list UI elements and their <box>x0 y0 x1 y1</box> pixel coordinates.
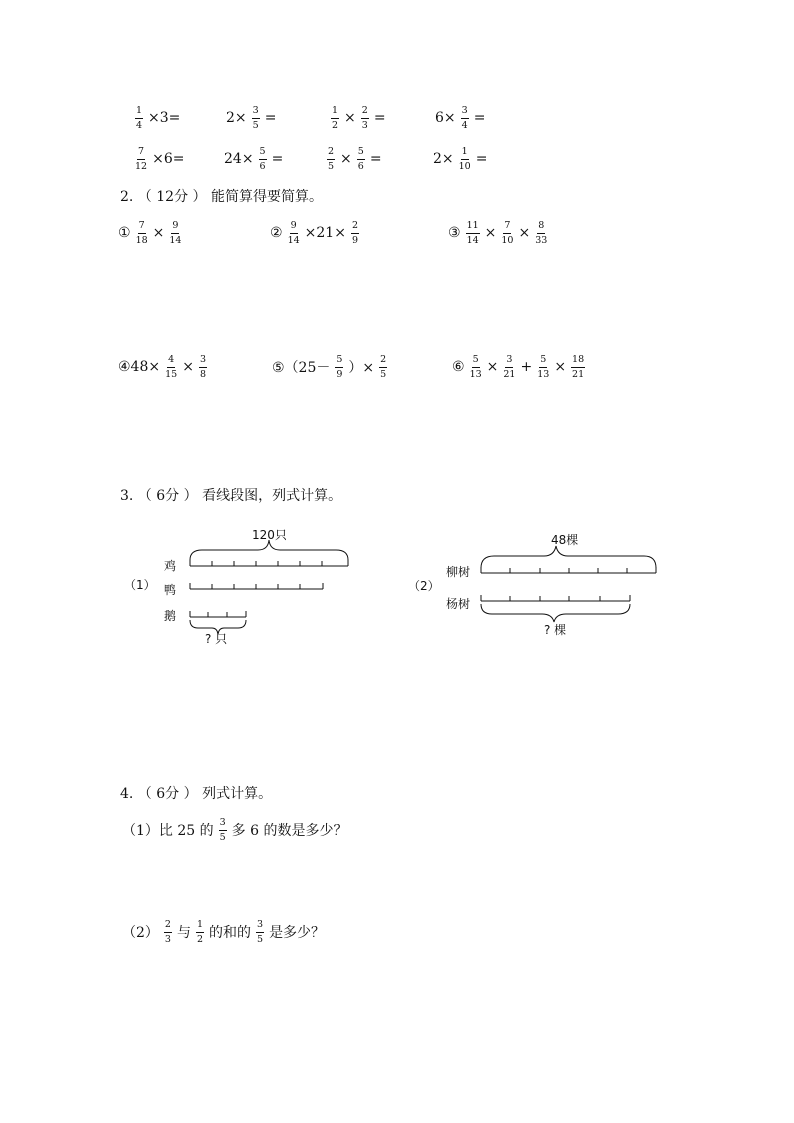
fraction: $\frac{7}{18}$ <box>135 220 148 246</box>
oral-expr-2: 2× $\frac{3}{5}$ = <box>226 105 277 131</box>
problem-2: ② $\frac{9}{14}$ ×21× $\frac{2}{9}$ <box>270 220 358 246</box>
oral-expr-4: 6× $\frac{3}{4}$ = <box>435 105 486 131</box>
fraction: $\frac{5}{9}$ <box>336 354 343 380</box>
fraction: $\frac{1}{10}$ <box>458 146 471 172</box>
fraction: $\frac{5}{6}$ <box>357 146 364 172</box>
brace-120 <box>190 540 348 560</box>
fraction: $\frac{9}{14}$ <box>287 220 300 246</box>
fraction: $\frac{1}{4}$ <box>136 105 143 131</box>
fraction: $\frac{3}{5}$ <box>252 105 259 131</box>
fraction: $\frac{1}{2}$ <box>196 919 204 945</box>
problem-1: ① $\frac{7}{18}$ × $\frac{9}{14}$ <box>118 220 182 246</box>
problem-4: ④48× $\frac{4}{15}$ × $\frac{3}{8}$ <box>118 354 206 380</box>
fraction: $\frac{1}{2}$ <box>332 105 339 131</box>
fraction: $\frac{2}{3}$ <box>164 919 171 945</box>
label-chicken: 鸡 <box>164 559 177 573</box>
label-willow: 柳树 <box>446 565 471 579</box>
question-2 <box>122 917 325 947</box>
section-4-title: 4. （ 6分 ） 列式计算。 <box>120 786 273 802</box>
brace-poplar <box>481 604 630 622</box>
diagram-2 <box>408 532 656 637</box>
label-duck: 鸭 <box>164 583 177 597</box>
fraction: $\frac{3}{8}$ <box>199 354 206 380</box>
chicken-segment <box>190 560 348 566</box>
section-3-title: 3. （ 6分 ） 看线段图，列式计算。 <box>120 488 343 504</box>
fraction: $\frac{7}{10}$ <box>501 220 514 246</box>
fraction: $\frac{3}{4}$ <box>461 105 468 131</box>
diagram-1-label: （1） <box>124 578 156 592</box>
question-2-expr: （2） $\frac{2}{3}$ 与 $\frac{1}{2}$ 的和的 $\frac{3}{5}$ 是多少？ <box>122 919 326 945</box>
brace-48-label: 48棵 <box>551 533 579 547</box>
oral-expr-3: $\frac{1}{2}$ × $\frac{2}{3}$ = <box>332 105 386 131</box>
fraction: $\frac{3}{21}$ <box>503 354 516 380</box>
oral-expr-6: 24× $\frac{5}{6}$ = <box>224 146 284 172</box>
line-diagrams <box>110 520 680 660</box>
fraction: $\frac{5}{13}$ <box>537 354 550 380</box>
brace-goose-label: ? 只 <box>205 632 228 646</box>
fraction: $\frac{11}{14}$ <box>466 220 479 246</box>
fraction: $\frac{2}{5}$ <box>328 146 335 172</box>
diagram-2-label: （2） <box>408 579 440 593</box>
brace-poplar-label: ? 棵 <box>544 623 567 637</box>
problem-3: ③ $\frac{11}{14}$ × $\frac{7}{10}$ × $\frac{8}{33}$ <box>448 220 548 246</box>
fraction: $\frac{18}{21}$ <box>572 354 585 380</box>
fraction: $\frac{5}{13}$ <box>469 354 482 380</box>
problem-5: ⑤（25－ $\frac{5}{9}$ ）× $\frac{2}{5}$ <box>272 354 387 380</box>
fraction: $\frac{7}{12}$ <box>135 146 148 172</box>
brace-48 <box>481 546 656 568</box>
duck-segment <box>190 583 323 589</box>
fraction: $\frac{2}{5}$ <box>380 354 387 380</box>
fraction: $\frac{3}{5}$ <box>257 919 264 945</box>
fraction: $\frac{2}{9}$ <box>351 220 358 246</box>
brace-120-label: 120只 <box>252 528 287 542</box>
fraction: $\frac{2}{3}$ <box>361 105 368 131</box>
poplar-segment <box>481 595 630 601</box>
fraction: $\frac{9}{14}$ <box>169 220 182 246</box>
oral-expr-7: $\frac{2}{5}$ × $\frac{5}{6}$ = <box>328 146 382 172</box>
fraction: $\frac{5}{6}$ <box>259 146 266 172</box>
fraction: $\frac{8}{33}$ <box>535 220 548 246</box>
oral-expr-1: $\frac{1}{4}$ ×3= <box>136 105 181 131</box>
label-poplar: 杨树 <box>446 597 471 611</box>
diagram-1 <box>124 528 348 646</box>
oral-expr-5: $\frac{7}{12}$ ×6= <box>135 146 185 172</box>
question-1 <box>122 815 347 845</box>
fraction: $\frac{4}{15}$ <box>165 354 178 380</box>
label-goose: 鹅 <box>164 609 177 623</box>
question-1-expr: （1）比 25 的 $\frac{3}{5}$ 多 6 的数是多少？ <box>122 817 348 843</box>
problem-6: ⑥ $\frac{5}{13}$ × $\frac{3}{21}$ + $\frac{5}{13}$ × $\frac{18}{21}$ <box>452 354 585 380</box>
section-2-title: 2. （ 12分 ） 能简算得要简算。 <box>120 189 323 205</box>
oral-expr-8: 2× $\frac{1}{10}$ = <box>433 146 488 172</box>
goose-segment <box>190 611 246 617</box>
fraction: $\frac{3}{5}$ <box>219 817 226 843</box>
willow-segment <box>481 567 656 573</box>
